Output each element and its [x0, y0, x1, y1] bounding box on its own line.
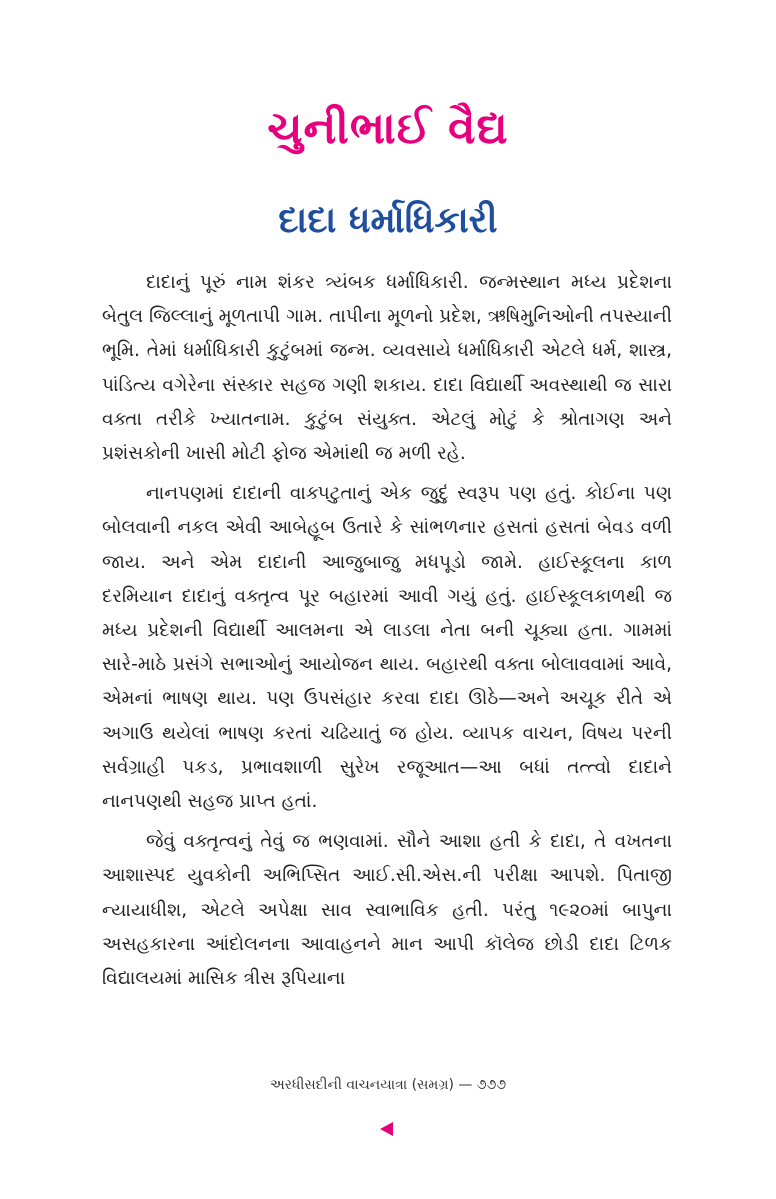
paragraph: દાદાનું પૂરું નામ શંકર ત્ર્યંબક ધર્માધિકારી. જન્મસ્થાન મધ્ય પ્રદેશના બેતુલ જિલ્લાનું મૂળતાપી ગામ. તાપીના મૂળનો પ્રદેશ, ઋષિમુનિઓની તપસ્યાની ભૂમિ. તેમાં ધર્માધિકારી કુટુંબમાં જન્મ. વ્યવસાયે ધર્માધિકારી એટલે ધર્મ, શાસ્ત્ર, પાંડિત્ય વગેરેના સંસ્કાર સહજ ગણી શકાય. દાદા વિદ્યાર્થી અવસ્થાથી જ સારા વક્તા તરીકે ખ્યાતનામ. કુટુંબ સંયુક્ત. એટલું મોટું કે શ્રોતાગણ અને પ્રશંસકોની ખાસી મોટી ફોજ એમાંથી જ મળી રહે.	[102, 272, 672, 465]
paragraph: જેવું વક્તૃત્વનું તેવું જ ભણવામાં. સૌને આશા હતી કે દાદા, તે વખતના આશાસ્પદ યુવકોની અભિપ્સિત આઈ.સી.એસ.ની પરીક્ષા આપશે. પિતાજી ન્યાયાધીશ, એટલે અપેક્ષા સાવ સ્વાભાવિક હતી. પરંતુ ૧૯૨૦માં બાપુના અસહકારના આંદોલનના આવાહનને માન આપી કૉલેજ છોડી દાદા ટિળક વિદ્યાલયમાં માસિક ત્રીસ રૂપિયાના	[102, 831, 672, 990]
paragraph: નાનપણમાં દાદાની વાક્પટુતાનું એક જુદું સ્વરૂપ પણ હતું. કોઈના પણ બોલવાની નકલ એવી આબેહૂબ ઉતારે કે સાંભળનાર હસતાં હસતાં બેવડ વળી જાય. અને એમ દાદાની આજુબાજુ મધપૂડો જામે. હાઈસ્કૂલના કાળ દરમિયાન દાદાનું વક્તૃત્વ પૂર બહારમાં આવી ગયું હતું. હાઈસ્કૂલકાળથી જ મધ્ય પ્રદેશની વિદ્યાર્થી આલમના એ લાડલા નેતા બની ચૂક્યા હતા. ગામમાં સારે-માઠે પ્રસંગે સભાઓનું આયોજન થાય. બહારથી વક્તા બોલાવવામાં આવે, એમનાં ભાષણ થાય. પણ ઉપસંહાર કરવા દાદા ઊઠે—અને અચૂક રીતે એ અગાઉ થયેલાં ભાષણ કરતાં ચઢિયાતું જ હોય. વ્યાપક વાચન, વિષય પરની સર્વગ્રાહી પકડ, પ્રભાવશાળી સુરેખ રજૂઆત—આ બધાં તત્ત્વો દાદાને નાનપણથી સહજ પ્રાપ્ત હતાં.	[102, 483, 672, 813]
page-footer: અરધીસદીની વાચનયાત્રા (સમગ્ર) — ૭૭૭	[269, 1077, 507, 1093]
author-name: ચુનીભાઈ વૈદ્ય	[267, 103, 509, 154]
left-triangle-icon[interactable]	[380, 1122, 393, 1136]
article-body	[102, 266, 672, 1002]
article-title: દાદા ધર્માધિકારી	[278, 200, 498, 241]
